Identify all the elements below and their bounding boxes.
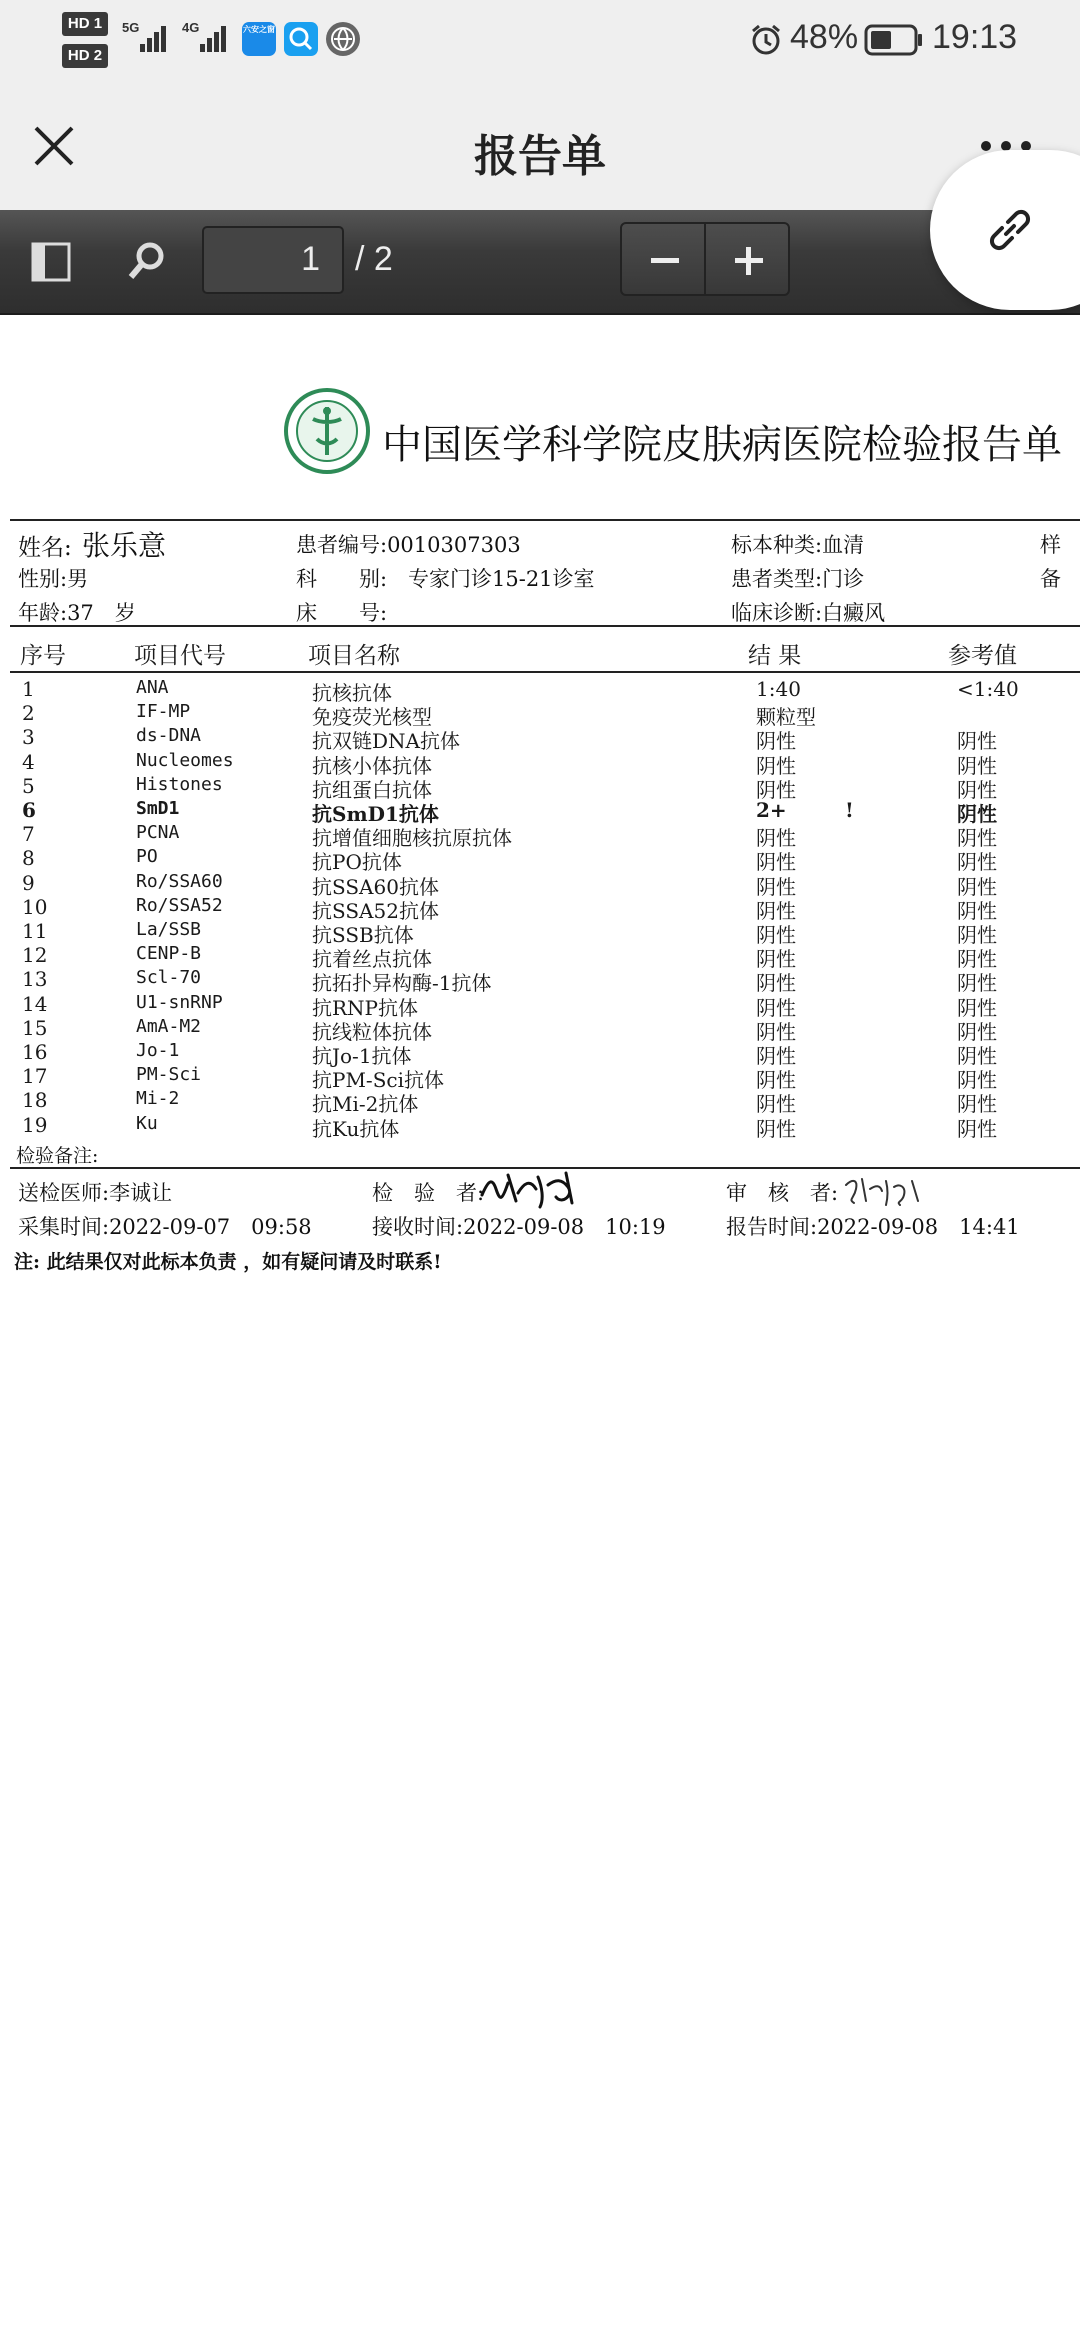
row-number: 4: [22, 749, 35, 774]
reference-value: 阴性: [957, 947, 997, 972]
item-name: 抗SSA52抗体: [312, 898, 439, 923]
patient-name: 张乐意: [82, 529, 167, 562]
item-code: U1-snRNP: [136, 991, 223, 1013]
reference-value: 阴性: [957, 1019, 997, 1044]
receive-time: 接收时间:2022-09-08 10:19: [372, 1215, 666, 1239]
item-name: 抗SSB抗体: [312, 923, 414, 947]
result-value: 1:40: [756, 677, 801, 701]
page-total: / 2: [355, 240, 393, 278]
result-value: 阴性: [756, 826, 796, 851]
pdf-page: [0, 315, 1080, 2340]
table-row: [0, 749, 1080, 778]
item-name: 免疫荧光核型: [312, 705, 432, 730]
row-number: 3: [22, 725, 35, 750]
item-code: Ro/SSA60: [136, 870, 223, 892]
result-value: 阴性: [756, 923, 796, 947]
zoom-in-button[interactable]: [704, 222, 790, 296]
col-header-no: 序号: [20, 643, 66, 669]
item-name: 抗核抗体: [312, 681, 392, 705]
name-label: 姓名:: [18, 535, 72, 561]
reference-value: 阴性: [957, 1092, 997, 1117]
item-name: 抗SSA60抗体: [312, 874, 439, 899]
result-value: 阴性: [756, 874, 796, 899]
result-value: 阴性: [756, 729, 796, 754]
hospital-logo: [283, 387, 371, 475]
table-row: [0, 1064, 1080, 1093]
report-time: 报告时间:2022-09-08 14:41: [726, 1215, 1020, 1239]
result-value: 阴性: [756, 1116, 796, 1141]
reference-value: 阴性: [957, 1068, 997, 1093]
table-row: [0, 1015, 1080, 1044]
specimen-label-cut: 样: [1040, 533, 1061, 557]
item-code: Histones: [136, 773, 223, 795]
sim2-badge: HD 2: [62, 44, 108, 68]
item-code: SmD1: [136, 798, 180, 819]
network-type-1: 5G: [122, 20, 140, 35]
copy-link-button[interactable]: [930, 150, 1080, 310]
result-value: 阴性: [756, 971, 796, 996]
result-value: 阴性: [756, 898, 796, 923]
signal-icon-2: [200, 22, 232, 52]
result-value: 阴性: [756, 947, 796, 972]
item-name: 抗核小体抗体: [312, 753, 432, 778]
table-row: [0, 798, 1080, 826]
result-value: 阴性: [756, 1068, 796, 1093]
result-value: 阴性: [756, 850, 796, 875]
reference-value: 阴性: [957, 802, 997, 826]
row-number: 5: [22, 773, 35, 798]
item-name: 抗拓扑异构酶-1抗体: [312, 971, 492, 996]
search-icon[interactable]: [126, 240, 170, 284]
item-name: 抗着丝点抗体: [312, 947, 432, 972]
battery-icon: [864, 22, 924, 58]
table-row: [0, 870, 1080, 899]
result-value: 阴性: [756, 753, 796, 778]
item-code: La/SSB: [136, 919, 202, 940]
app-notification-icon: 六安之窗: [242, 22, 276, 56]
item-code: PM-Sci: [136, 1064, 202, 1086]
item-code: Scl-70: [136, 967, 202, 989]
reference-value: 阴性: [957, 1116, 997, 1141]
row-number: 15: [22, 1015, 48, 1040]
clock: 19:13: [932, 18, 1018, 56]
reference-value: 阴性: [957, 995, 997, 1020]
minus-icon: [622, 224, 708, 298]
item-code: CENP-B: [136, 943, 202, 965]
item-code: PO: [136, 846, 158, 868]
pdf-toolbar: [0, 210, 1080, 315]
table-row: [0, 822, 1080, 851]
battery-percent: 48%: [790, 18, 859, 56]
table-row: [0, 677, 1080, 705]
item-code: Ro/SSA52: [136, 894, 223, 916]
disclaimer-note: 注: 此结果仅对此标本负责 ，如有疑问请及时联系!: [14, 1251, 442, 1273]
item-name: 抗RNP抗体: [312, 995, 419, 1020]
row-number: 18: [22, 1088, 48, 1113]
divider: [10, 519, 1080, 521]
result-value: 阴性: [756, 1044, 796, 1068]
table-row: [0, 701, 1080, 730]
row-number: 7: [22, 822, 35, 847]
patient-type: 患者类型:门诊: [731, 567, 865, 591]
result-value: 阴性: [756, 1092, 796, 1117]
browser-icon: [326, 22, 360, 56]
item-name: 抗组蛋白抗体: [312, 777, 432, 802]
item-name: 抗SmD1抗体: [312, 802, 439, 826]
zoom-out-button[interactable]: [620, 222, 706, 296]
page-number-input[interactable]: 1: [202, 226, 344, 294]
tester-label: 检 验 者:: [372, 1181, 485, 1205]
row-number: 2: [22, 701, 35, 726]
table-row: [0, 1088, 1080, 1117]
item-code: IF-MP: [136, 701, 191, 723]
item-name: 抗Mi-2抗体: [312, 1092, 419, 1117]
row-number: 8: [22, 846, 35, 871]
item-code: ds-DNA: [136, 725, 202, 747]
row-number: 9: [22, 870, 35, 895]
table-row: [0, 846, 1080, 875]
bed: 床 号:: [296, 601, 388, 625]
result-value: 2+: [756, 798, 787, 822]
divider: [10, 671, 1080, 673]
dept-label: 科 别:: [296, 567, 388, 591]
reference-value: 阴性: [957, 729, 997, 754]
link-icon: [980, 200, 1040, 260]
tester-signature: [478, 1165, 588, 1211]
network-type-2: 4G: [182, 20, 200, 35]
item-name: 抗Ku抗体: [312, 1116, 400, 1141]
gender: 性别:男: [18, 567, 89, 591]
signal-icon-1: [140, 22, 172, 52]
dept: 专家门诊15-21诊室: [408, 567, 595, 591]
sending-doctor: 送检医师:李诚让: [18, 1181, 173, 1205]
table-row: [0, 967, 1080, 996]
reference-value: 阴性: [957, 874, 997, 899]
table-row: [0, 725, 1080, 754]
item-code: Jo-1: [136, 1040, 180, 1061]
item-name: 抗PO抗体: [312, 850, 402, 875]
app-bar: [0, 80, 1080, 210]
status-bar: [0, 0, 1080, 80]
abnormal-flag: !: [845, 798, 854, 822]
table-row: [0, 1040, 1080, 1068]
result-value: 阴性: [756, 1019, 796, 1044]
sim1-badge: HD 1: [62, 12, 108, 36]
row-number: 1: [22, 677, 35, 701]
collect-time: 采集时间:2022-09-07 09:58: [18, 1215, 312, 1239]
table-row: [0, 943, 1080, 972]
table-row: [0, 894, 1080, 923]
row-number: 16: [22, 1040, 48, 1064]
reference-value: 阴性: [957, 753, 997, 778]
reference-value: 阴性: [957, 971, 997, 996]
divider: [10, 625, 1080, 627]
reference-value: 阴性: [957, 850, 997, 875]
reference-value: 阴性: [957, 777, 997, 802]
sidebar-toggle-icon[interactable]: [30, 240, 74, 284]
item-code: AmA-M2: [136, 1015, 202, 1037]
item-name: 抗双链DNA抗体: [312, 729, 460, 754]
row-number: 12: [22, 943, 48, 968]
specimen-type: 标本种类:血清: [731, 533, 865, 557]
item-name: 抗PM-Sci抗体: [312, 1068, 444, 1093]
reviewer-signature: [842, 1171, 926, 1211]
row-number: 14: [22, 991, 48, 1016]
col-header-ref: 参考值: [948, 643, 1017, 669]
row-number: 11: [22, 919, 48, 943]
table-row: [0, 1112, 1080, 1141]
item-code: Ku: [136, 1112, 158, 1134]
row-number: 6: [22, 798, 36, 822]
diagnosis: 临床诊断:白癜风: [731, 601, 886, 625]
reviewer-label: 审 核 者:: [726, 1181, 839, 1205]
age: 年龄:37 岁: [18, 601, 136, 625]
patient-number: 患者编号:0010307303: [296, 533, 521, 557]
col-header-name: 项目名称: [308, 643, 400, 669]
col-header-code: 项目代号: [134, 643, 226, 669]
row-number: 19: [22, 1112, 48, 1137]
reference-value: <1:40: [957, 677, 1019, 701]
result-value: 阴性: [756, 995, 796, 1020]
plus-icon: [706, 224, 792, 298]
page-title: 报告单: [474, 131, 606, 182]
reference-value: 阴性: [957, 1044, 997, 1068]
table-row: [0, 773, 1080, 802]
row-number: 10: [22, 894, 48, 919]
reference-value: 阴性: [957, 898, 997, 923]
result-value: 颗粒型: [756, 705, 816, 730]
item-name: 抗线粒体抗体: [312, 1019, 432, 1044]
row-number: 13: [22, 967, 48, 992]
alarm-icon: [748, 22, 784, 58]
hospital-title: 中国医学科学院皮肤病医院检验报告单: [382, 422, 1062, 468]
col-header-result: 结 果: [748, 643, 802, 669]
item-name: 抗Jo-1抗体: [312, 1044, 412, 1068]
remark-label: 检验备注:: [16, 1145, 99, 1167]
reference-value: 阴性: [957, 826, 997, 851]
result-value: 阴性: [756, 777, 796, 802]
search-app-icon: [284, 22, 318, 56]
item-code: PCNA: [136, 822, 180, 844]
item-code: ANA: [136, 677, 169, 698]
item-code: Mi-2: [136, 1088, 180, 1110]
item-name: 抗增值细胞核抗原抗体: [312, 826, 512, 851]
table-row: [0, 919, 1080, 947]
remark-label-cut: 备: [1040, 567, 1061, 591]
reference-value: 阴性: [957, 923, 997, 947]
item-code: Nucleomes: [136, 749, 234, 771]
table-row: [0, 991, 1080, 1020]
row-number: 17: [22, 1064, 48, 1089]
